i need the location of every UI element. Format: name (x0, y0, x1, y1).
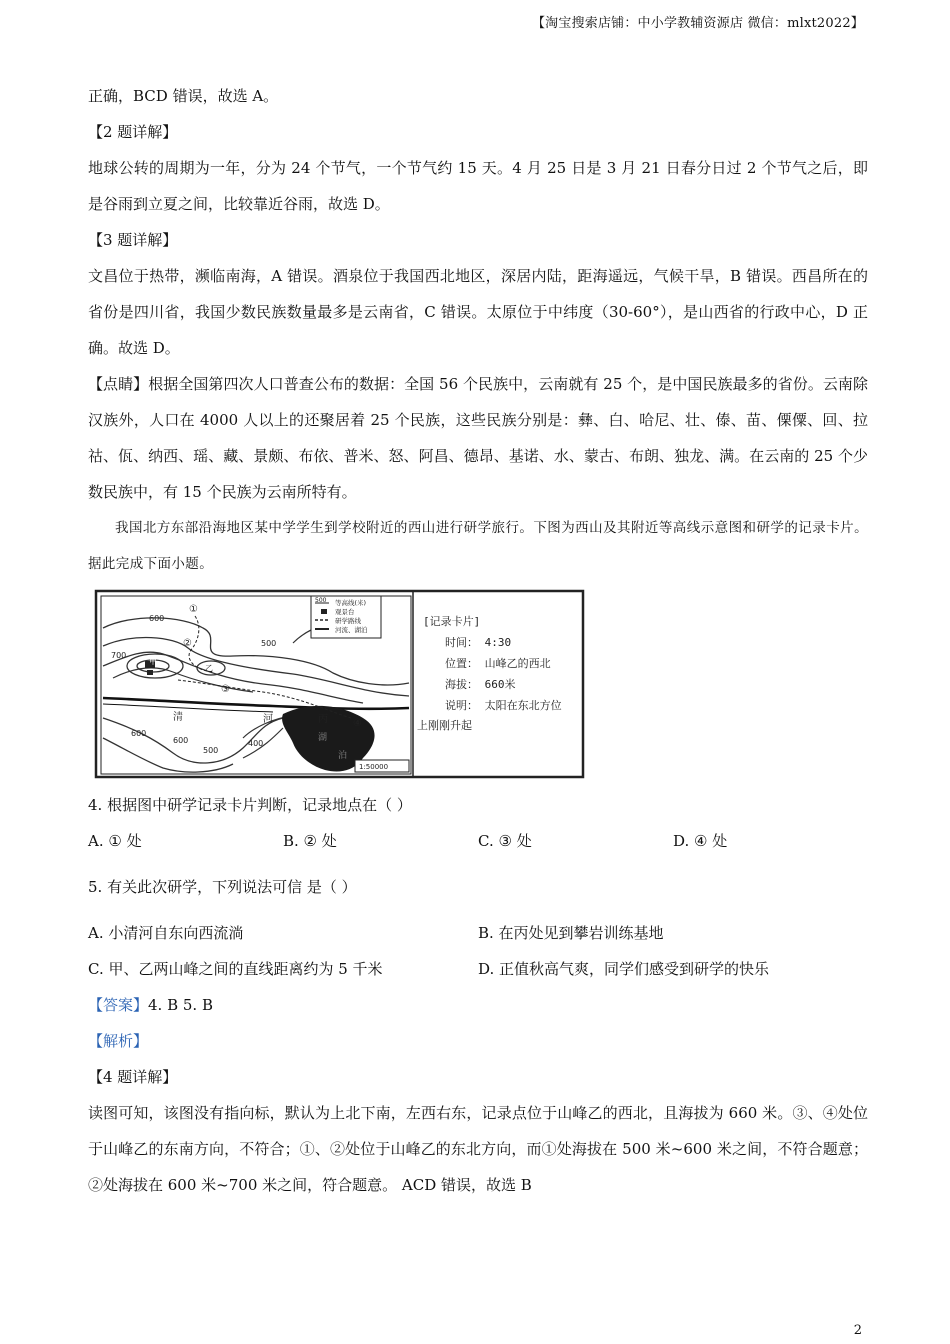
card-note: 说明： 太阳在东北方位 (445, 699, 562, 712)
map-point-4: ④ (353, 718, 362, 729)
q5-option-c: C. 甲、乙两山峰之间的直线距离约为 5 千米 (88, 960, 383, 978)
answer-tag: 【答案】 (88, 996, 149, 1014)
paragraph-answer-tail: 正确，BCD 错误，故选 A。 (88, 87, 279, 105)
q4-option-d: D. ④ 处 (673, 832, 728, 850)
heading-q2-detail: 【2 题详解】 (88, 123, 178, 141)
card-position: 位置： 山峰乙的西北 (445, 657, 551, 670)
q5-option-a: A. 小清河自东向西流淌 (88, 924, 244, 942)
map-point-3: ③ (221, 684, 230, 695)
paragraph-q2-explanation: 地球公转的周期为一年，分为 24 个节气，一个节气约 15 天。4 月 25 日是 3 月 21 日春分日过 2 个节气之后，即是谷雨到立夏之间，比较靠近谷雨，故选 D。 (88, 159, 868, 213)
card-time: 时间： 4:30 (445, 636, 512, 649)
contour-label: 600 (131, 729, 147, 738)
paragraph-question-intro: 我国北方东部沿海地区某中学学生到学校附近的西山进行研学旅行。下图为西山及其附近等高线示意图和研学的记录卡片。据此完成下面小题。 (88, 520, 868, 572)
heading-q3-detail: 【3 题详解】 (88, 231, 178, 249)
river-char: 河 (263, 714, 273, 725)
map-point-2: ② (183, 638, 192, 649)
contour-label: 600 (173, 736, 189, 745)
question-4-options (88, 823, 868, 859)
q4-option-a: A. ① 处 (88, 832, 142, 850)
contour-label: 500 (261, 639, 277, 648)
analysis-tag: 【解析】 (88, 1032, 149, 1050)
question-5-options-row1 (88, 915, 868, 951)
answer-line (88, 987, 868, 1023)
heading-q4-detail: 【4 题详解】 (88, 1068, 178, 1086)
answer-text: 4. B 5. B (148, 996, 213, 1014)
contour-label: 700 (111, 651, 127, 660)
q4-option-b: B. ② 处 (283, 832, 337, 850)
contour-map-figure (93, 588, 588, 783)
peak-yi: 乙 (205, 664, 213, 673)
card-title: [记录卡片] (423, 615, 481, 628)
question-5-stem: 5. 有关此次研学，下列说法可信 是（ ） (88, 878, 357, 896)
legend-platform: 观景台 (335, 608, 355, 616)
card-note-continued: 上刚刚升起 (417, 719, 472, 732)
question-4-stem: 4. 根据图中研学记录卡片判断，记录地点在（ ） (88, 796, 412, 814)
lake-char: 泊 (338, 751, 348, 761)
page-number: 2 (853, 1323, 862, 1338)
q5-option-d: D. 正值秋高气爽，同学们感受到研学的快乐 (478, 960, 770, 978)
peak-jia: 甲 (149, 657, 157, 666)
contour-label: 400 (248, 739, 264, 748)
page-header: 【淘宝搜索店铺：中小学教辅资源店 微信：mlxt2022】 (531, 16, 864, 31)
paragraph-q3-explanation: 文昌位于热带，濒临南海，A 错误。酒泉位于我国西北地区，深居内陆，距海遥远，气候干旱，B 错误。西昌所在的省份是四川省，我国少数民族数量最多是云南省，C 错误。太原位于中纬度（30-60°），是山西省的行政中心，D 正确。故选 D。 (88, 267, 868, 357)
contour-map-svg (93, 588, 588, 783)
q5-option-b: B. 在丙处见到攀岩训练基地 (478, 924, 664, 942)
legend-contour: 等高线(米) (335, 599, 367, 607)
lake-char: 湖 (318, 733, 328, 743)
question-5-options-row2 (88, 951, 868, 987)
map-point-1: ① (189, 604, 198, 615)
paragraph-key-point: 【点睛】根据全国第四次人口普查公布的数据：全国 56 个民族中，云南就有 25 个，是中国民族最多的省份。云南除汉族外，人口在 4000 人以上的还聚居着 25 个民族，这些民族分别是：彝、白、哈尼、壮、傣、苗、傈僳、回、拉祜、佤、纳西、瑶、藏、景颇、布依、普米、怒、阿昌、德昂、基诺、水、蒙古、布朗、独龙、满。在云南的 25 个少数民族中，有 15 个民族为云南所特有。 (88, 375, 868, 501)
contour-label: 600 (149, 614, 165, 623)
contour-label: 500 (203, 746, 219, 755)
document-body (88, 78, 868, 1203)
q4-option-c: C. ③ 处 (478, 832, 532, 850)
card-altitude: 海拔： 660米 (445, 678, 516, 691)
river-char: 清 (173, 712, 183, 723)
legend-route: 研学路线 (335, 617, 361, 625)
paragraph-q4-explanation: 读图可知，该图没有指向标，默认为上北下南，左西右东，记录点位于山峰乙的西北，且海拔为 660 米。③、④处位于山峰乙的东南方向，不符合；①、②处位于山峰乙的东北方向，而①处海拔在 500 米~600 米之间，不符合题意；②处海拔在 600 米~700 米之间，符合题意。 ACD 错误，故选 B (88, 1104, 868, 1194)
river-char: 丙 (318, 714, 328, 725)
legend-water: 河流、湖泊 (335, 626, 368, 634)
map-scale: 1:50000 (359, 763, 389, 771)
legend-contour-value: 500 (315, 597, 327, 604)
